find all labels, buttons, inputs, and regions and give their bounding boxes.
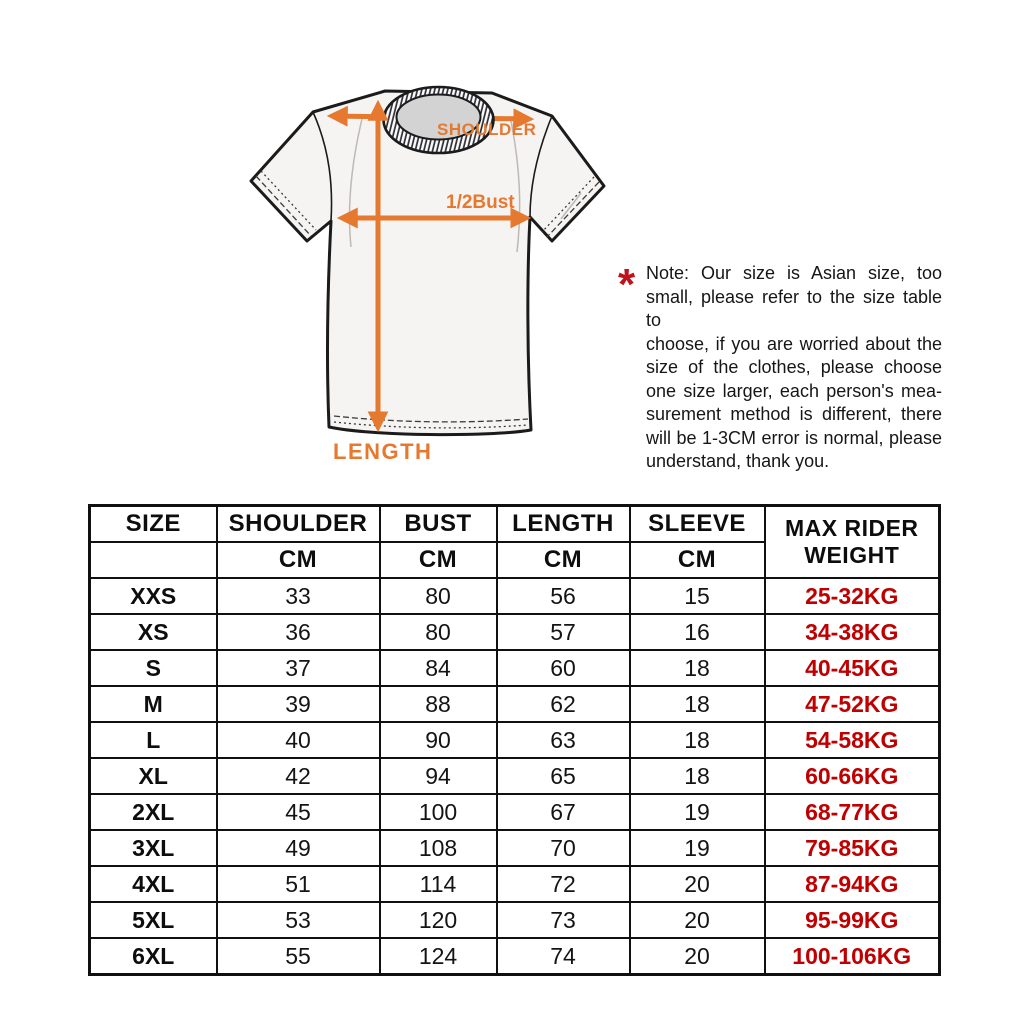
length-cell: 72 (497, 866, 630, 902)
max-rider-weight-cell: 87-94KG (765, 866, 940, 902)
bust-cell: 124 (380, 938, 497, 975)
length-cell: 74 (497, 938, 630, 975)
header-bust: BUST (380, 506, 497, 543)
sleeve-cell: 18 (630, 758, 765, 794)
table-row (90, 614, 940, 650)
length-cell: 73 (497, 902, 630, 938)
table-row (90, 650, 940, 686)
max-rider-weight-cell: 100-106KG (765, 938, 940, 975)
bust-cell: 90 (380, 722, 497, 758)
max-rider-weight-cell: 34-38KG (765, 614, 940, 650)
length-label: LENGTH (333, 439, 433, 464)
size-cell: S (90, 650, 217, 686)
header-unit-length: CM (497, 542, 630, 578)
size-cell: 4XL (90, 866, 217, 902)
max-rider-weight-cell: 40-45KG (765, 650, 940, 686)
note-text (646, 262, 942, 474)
header-max-rider-weight (765, 506, 940, 579)
length-cell: 60 (497, 650, 630, 686)
header-unit-shoulder: CM (217, 542, 380, 578)
bust-cell: 108 (380, 830, 497, 866)
table-row (90, 794, 940, 830)
shoulder-cell: 36 (217, 614, 380, 650)
max-rider-line2: WEIGHT (804, 542, 900, 568)
note-block (618, 262, 942, 474)
header-size-empty (90, 542, 217, 578)
sleeve-cell: 19 (630, 794, 765, 830)
size-table-header (90, 506, 940, 579)
half-bust-label: 1/2Bust (446, 192, 515, 213)
asterisk-icon: * (618, 260, 636, 309)
length-cell: 65 (497, 758, 630, 794)
shoulder-cell: 49 (217, 830, 380, 866)
tshirt-diagram-svg (200, 55, 650, 475)
header-size: SIZE (90, 506, 217, 543)
header-row-1 (90, 506, 940, 543)
size-cell: 5XL (90, 902, 217, 938)
tshirt-measurement-diagram (200, 55, 650, 475)
note-line: surement method is different, there (646, 404, 942, 424)
bust-cell: 114 (380, 866, 497, 902)
size-table (88, 504, 941, 976)
note-line: small, please refer to the size table to (646, 286, 942, 330)
shoulder-cell: 39 (217, 686, 380, 722)
table-row (90, 722, 940, 758)
sleeve-cell: 18 (630, 686, 765, 722)
sleeve-cell: 16 (630, 614, 765, 650)
note-line: understand, thank you. (646, 451, 830, 471)
size-cell: 6XL (90, 938, 217, 975)
note-line: Note: Our size is Asian size, too (646, 263, 942, 283)
shoulder-cell: 55 (217, 938, 380, 975)
header-unit-sleeve: CM (630, 542, 765, 578)
size-cell: L (90, 722, 217, 758)
length-cell: 70 (497, 830, 630, 866)
shoulder-cell: 45 (217, 794, 380, 830)
table-row (90, 578, 940, 614)
table-row (90, 758, 940, 794)
header-shoulder: SHOULDER (217, 506, 380, 543)
note-line: one size larger, each person's mea- (646, 380, 942, 401)
length-cell: 63 (497, 722, 630, 758)
table-row (90, 866, 940, 902)
note-line: choose, if you are worried about the (646, 333, 942, 354)
max-rider-weight-cell: 68-77KG (765, 794, 940, 830)
sleeve-cell: 20 (630, 866, 765, 902)
length-cell: 67 (497, 794, 630, 830)
table-row (90, 938, 940, 975)
size-cell: XXS (90, 578, 217, 614)
bust-cell: 84 (380, 650, 497, 686)
shoulder-cell: 37 (217, 650, 380, 686)
bust-cell: 120 (380, 902, 497, 938)
sleeve-cell: 18 (630, 650, 765, 686)
length-cell: 57 (497, 614, 630, 650)
shoulder-cell: 40 (217, 722, 380, 758)
shoulder-label: SHOULDER (437, 120, 537, 139)
size-cell: 2XL (90, 794, 217, 830)
size-cell: XL (90, 758, 217, 794)
sleeve-cell: 18 (630, 722, 765, 758)
shoulder-cell: 51 (217, 866, 380, 902)
max-rider-weight-cell: 47-52KG (765, 686, 940, 722)
header-length: LENGTH (497, 506, 630, 543)
bust-cell: 100 (380, 794, 497, 830)
size-cell: 3XL (90, 830, 217, 866)
size-cell: XS (90, 614, 217, 650)
max-rider-weight-cell: 95-99KG (765, 902, 940, 938)
header-unit-bust: CM (380, 542, 497, 578)
max-rider-weight-cell: 79-85KG (765, 830, 940, 866)
table-row (90, 686, 940, 722)
bust-cell: 80 (380, 578, 497, 614)
table-row (90, 830, 940, 866)
length-cell: 56 (497, 578, 630, 614)
bust-cell: 88 (380, 686, 497, 722)
size-cell: M (90, 686, 217, 722)
header-sleeve: SLEEVE (630, 506, 765, 543)
sleeve-cell: 20 (630, 902, 765, 938)
sleeve-cell: 20 (630, 938, 765, 975)
table-row (90, 902, 940, 938)
max-rider-weight-cell: 54-58KG (765, 722, 940, 758)
note-line: size of the clothes, please choose (646, 357, 942, 377)
shoulder-cell: 53 (217, 902, 380, 938)
length-cell: 62 (497, 686, 630, 722)
shoulder-cell: 33 (217, 578, 380, 614)
sleeve-cell: 19 (630, 830, 765, 866)
bust-cell: 80 (380, 614, 497, 650)
bust-cell: 94 (380, 758, 497, 794)
shoulder-cell: 42 (217, 758, 380, 794)
size-table-body (90, 578, 940, 975)
max-rider-weight-cell: 25-32KG (765, 578, 940, 614)
note-line: will be 1-3CM error is normal, please (646, 427, 942, 448)
sleeve-cell: 15 (630, 578, 765, 614)
max-rider-weight-cell: 60-66KG (765, 758, 940, 794)
max-rider-line1: MAX RIDER (784, 514, 919, 541)
